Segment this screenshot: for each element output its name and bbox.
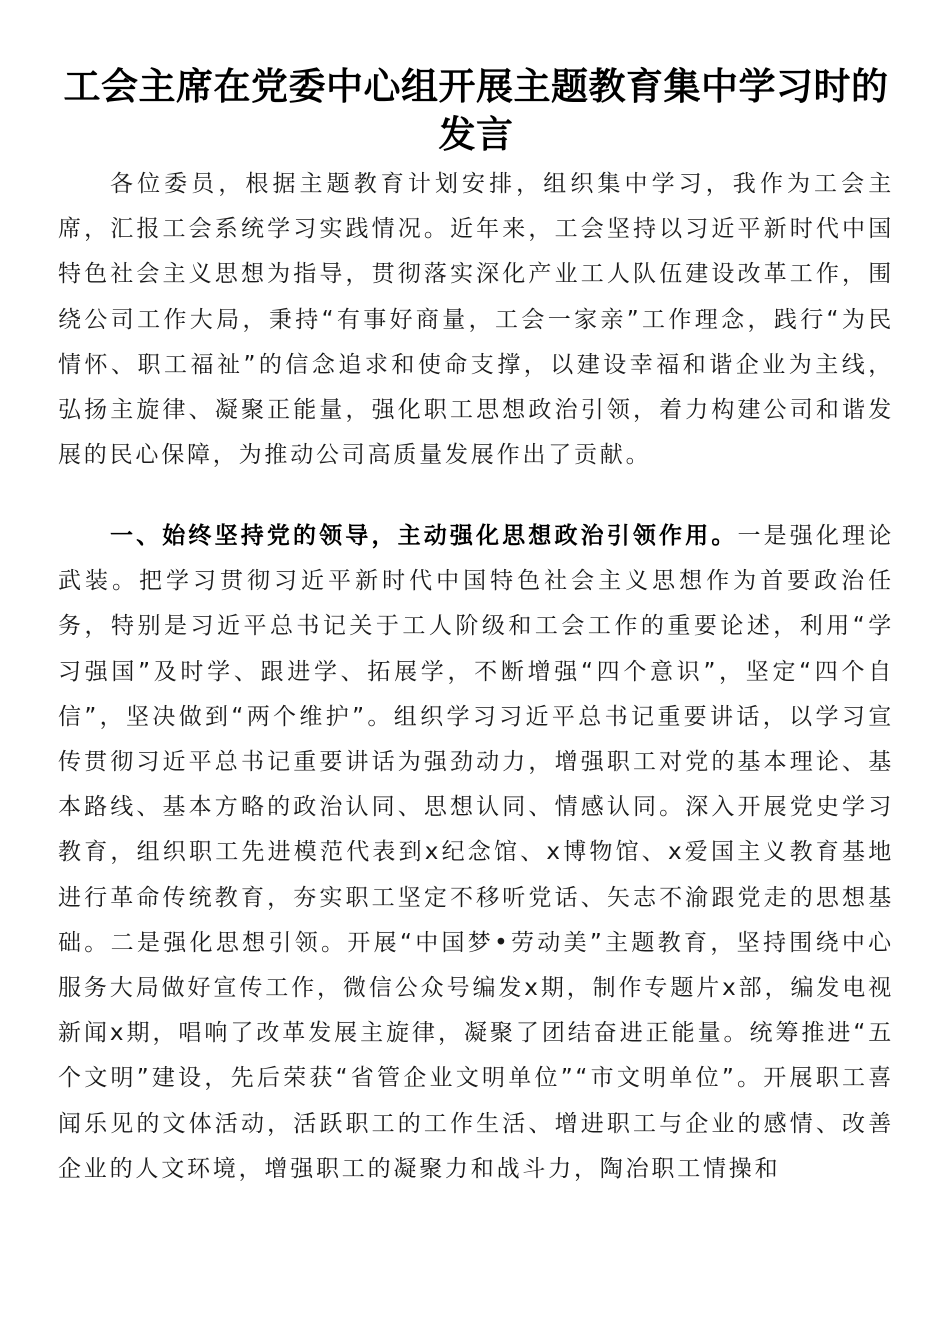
paragraph-intro <box>58 162 894 478</box>
section-one-text: 一是强化理论武装。把学习贯彻习近平新时代中国特色社会主义思想作为首要政治任务，特别是习近平总书记关于工人阶级和工会工作的重要论述，利用“学习强国”及时学、跟进学、拓展学，不断增强“四个意识”，坚定“四个自信”，坚决做到“两个维护”。组织学习习近平总书记重要讲话，以学习宣传贯彻习近平总书记重要讲话为强劲动力，增强职工对党的基本理论、基本路线、基本方略的政治认同、思想认同、情感认同。深入开展党史学习教育，组织职工先进模范代表到x纪念馆、x博物馆、x爱国主义教育基地进行革命传统教育，夯实职工坚定不移听党话、矢志不渝跟党走的思想基础。二是强化思想引领。开展“中国梦•劳动美”主题教育，坚持围绕中心服务大局做好宣传工作，微信公众号编发x期，制作专题片x部，编发电视新闻x期，唱响了改革发展主旋律，凝聚了团结奋进正能量。统筹推进“五个文明”建设，先后荣获“省管企业文明单位”“市文明单位”。开展职工喜闻乐见的文体活动，活跃职工的工作生活、增进职工与企业的感情、改善企业的人文环境，增强职工的凝聚力和战斗力，陶冶职工情操和 <box>58 523 894 1182</box>
paragraph-intro-text: 各位委员，根据主题教育计划安排，组织集中学习，我作为工会主席，汇报工会系统学习实践情况。近年来，工会坚持以习近平新时代中国特色社会主义思想为指导，贯彻落实深化产业工人队伍建设改革工作，围绕公司工作大局，秉持“有事好商量，工会一家亲”工作理念，践行“为民情怀、职工福祉”的信念追求和使命支撑，以建设幸福和谐企业为主线，弘扬主旋律、凝聚正能量，强化职工思想政治引领，着力构建公司和谐发展的民心保障，为推动公司高质量发展作出了贡献。 <box>58 171 894 469</box>
paragraph-section-one <box>58 514 894 1192</box>
section-one-heading: 一、始终坚持党的领导，主动强化思想政治引领作用。 <box>110 523 738 549</box>
document-title: 工会主席在党委中心组开展主题教育集中学习时的发言 <box>63 64 889 156</box>
